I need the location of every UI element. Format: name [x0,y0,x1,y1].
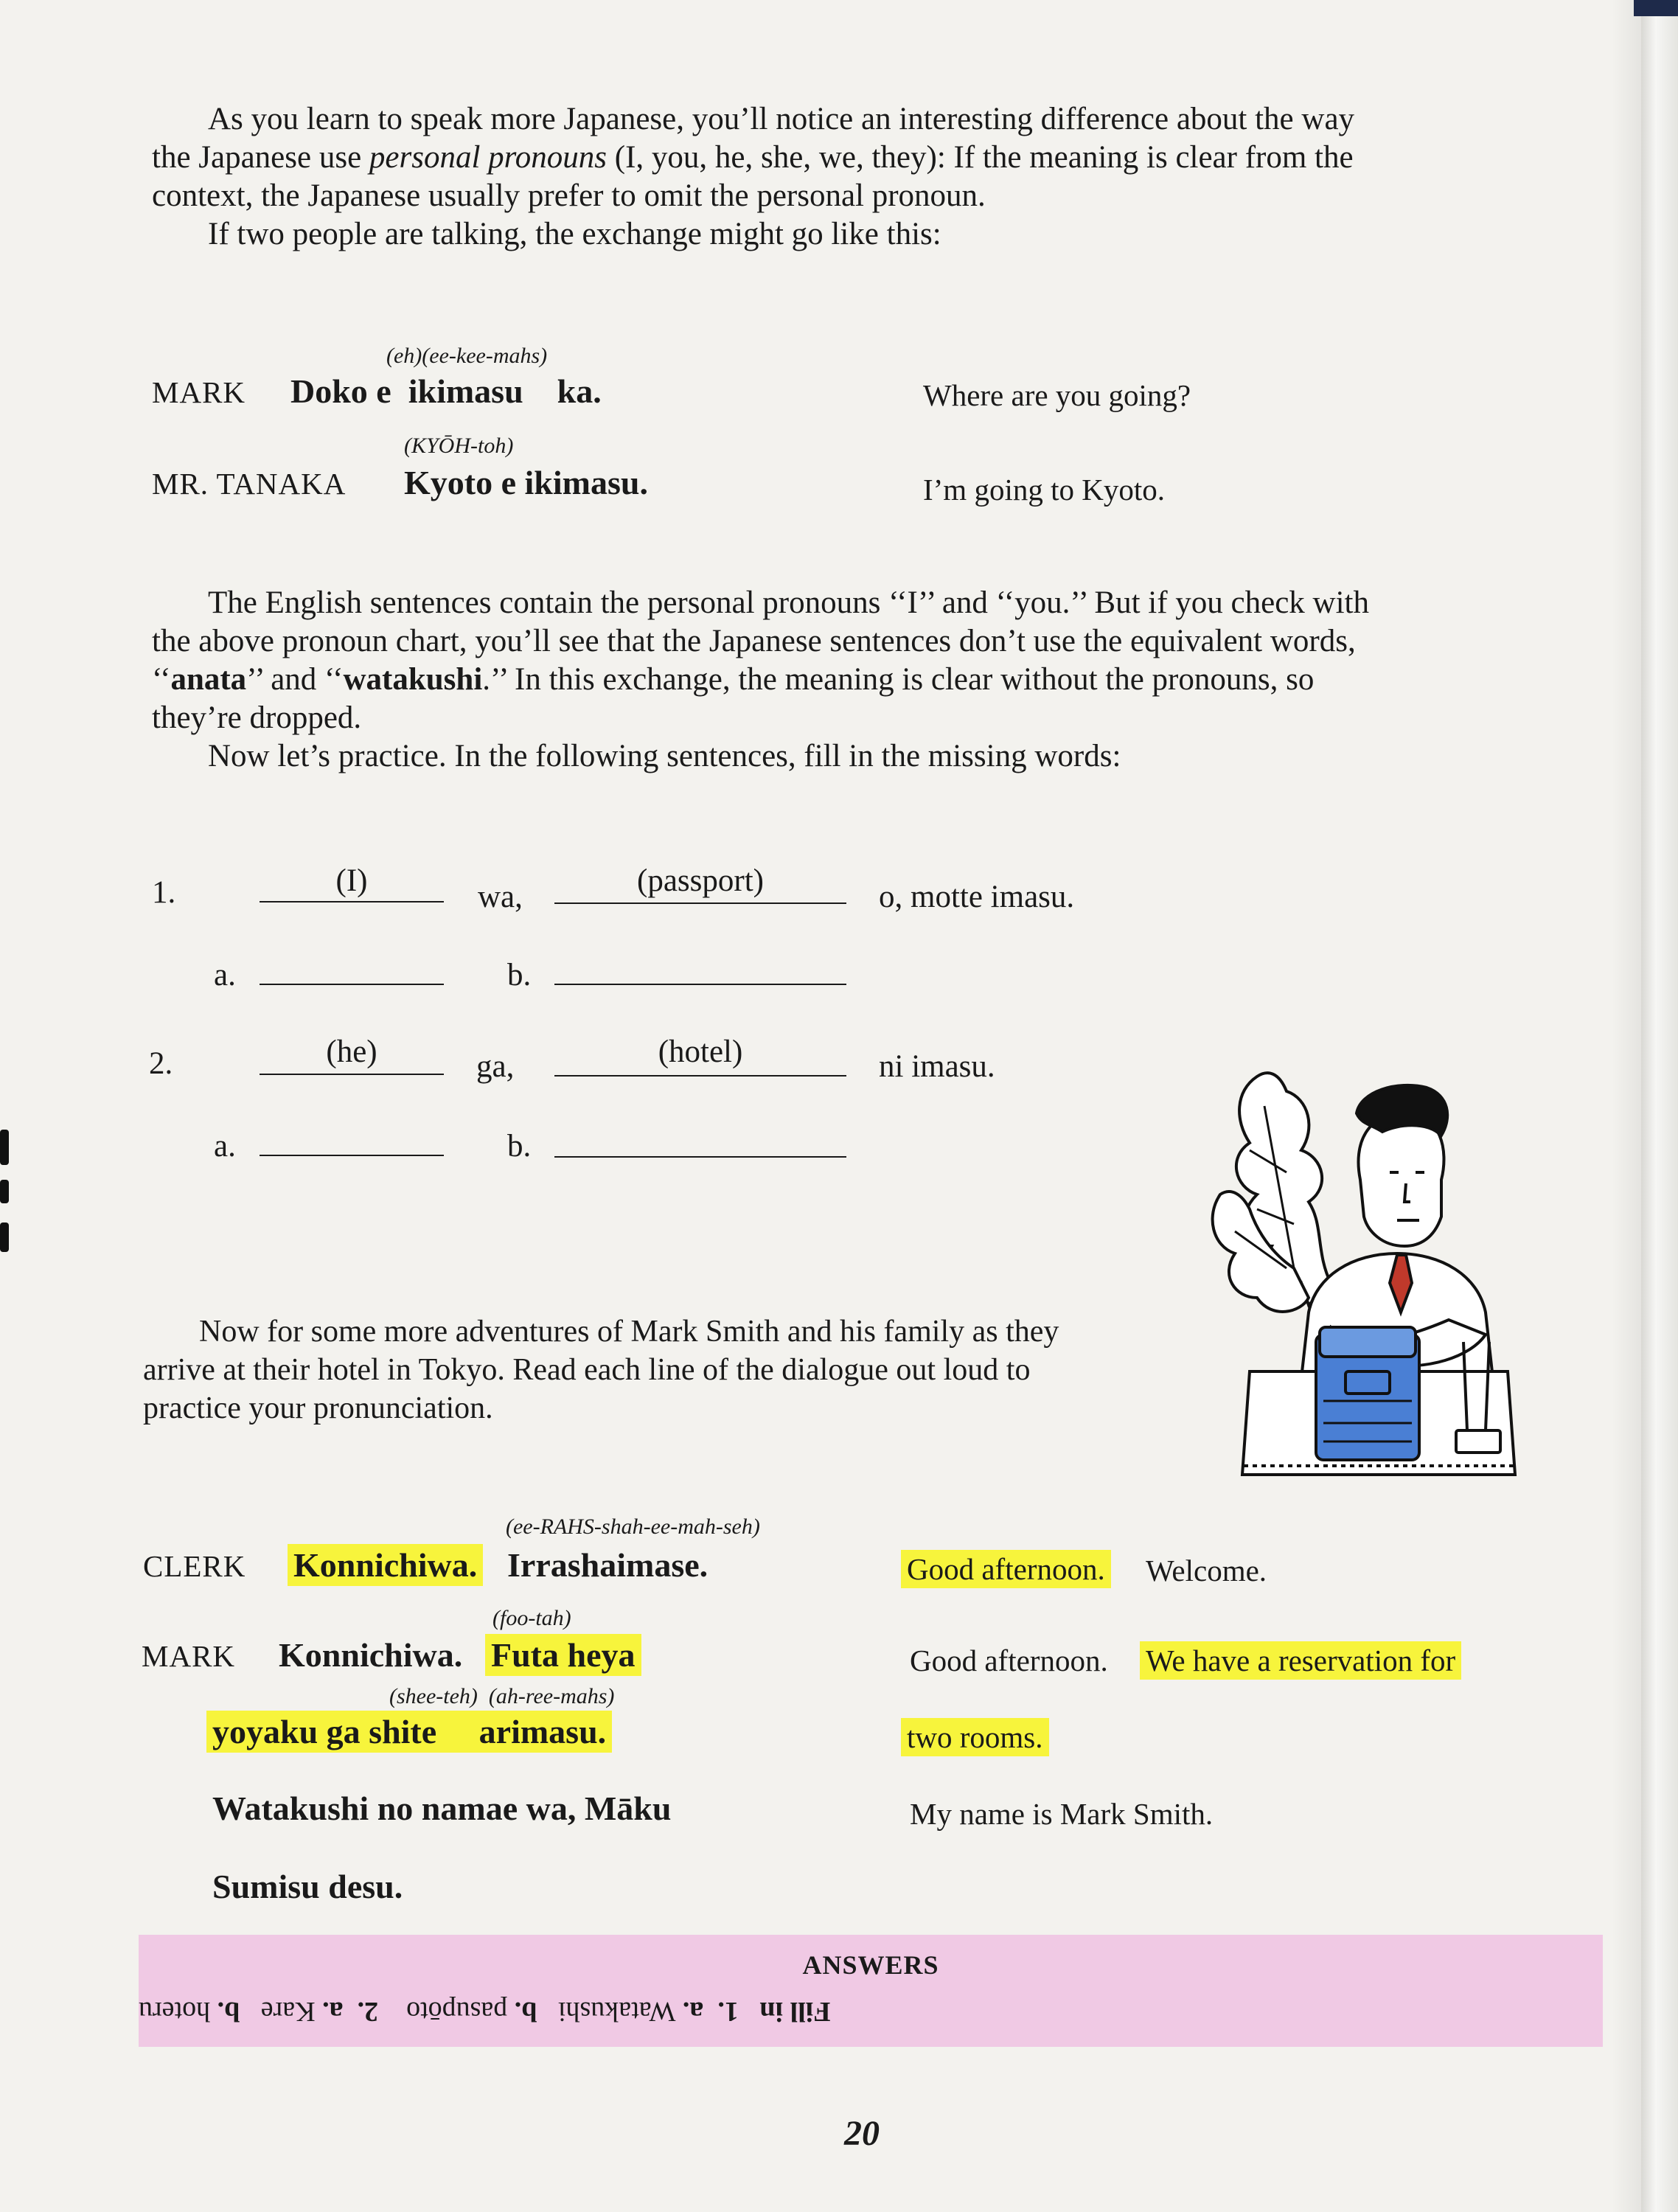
japanese-sentence: Irrashaimase. [507,1546,709,1584]
highlighted-phrase: yoyaku ga shite arimasu. [206,1711,612,1753]
exercise-particle: ga, [476,1049,515,1084]
page-number: 20 [844,2114,880,2153]
blank-hint: (passport) [637,863,764,898]
explanation-line: ‘‘anata’’ and ‘‘watakushi.’’ In this exchange, the meaning is clear without the pronouns, so [152,662,1315,697]
page-gutter-shadow [1612,0,1641,2212]
hotel-clerk-illustration [1205,1062,1552,1534]
answer-label: a. [214,1129,236,1164]
pronunciation-guide: (ee-RAHS-shah-ee-mah-seh) [506,1514,760,1539]
fill-blank[interactable] [554,902,846,904]
intro-line: context, the Japanese usually prefer to omit the personal pronoun. [152,178,986,213]
pronunciation-guide: (eh)(ee-kee-mahs) [386,344,548,368]
english-translation: My name is Mark Smith. [910,1797,1214,1831]
exercise-number: 2. [149,1046,173,1081]
english-translation: Welcome. [1146,1554,1267,1587]
highlighted-phrase: Konnichiwa. [288,1544,483,1586]
blank-hint: (hotel) [658,1034,743,1069]
highlighted-translation: We have a reservation for [1140,1641,1461,1680]
explanation-line: Now let’s practice. In the following sentences, fill in the missing words: [208,739,1121,773]
japanese-sentence: Doko e ikimasu ka. [290,372,602,410]
explanation-line: The English sentences contain the personal pronouns ‘‘I’’ and ‘‘you.’’ But if you check with [208,585,1369,620]
japanese-sentence: Watakushi no namae wa, Māku [212,1790,672,1827]
exercise-particle: wa, [478,880,523,914]
answer-label: a. [214,958,236,992]
japanese-sentence: Kyoto e ikimasu. [404,464,648,501]
intro-line: the Japanese use personal pronouns (I, you, he, she, we, they): If the meaning is clear from the [152,140,1354,175]
answers-title: ANSWERS [802,1950,939,1980]
answer-blank[interactable] [260,984,444,985]
highlighted-phrase: Futa heya [485,1634,641,1676]
adventure-line: practice your pronunciation. [143,1391,493,1425]
answers-text-upside-down: Fill in 1. a. Watakushi b. pasupōto 2. a. Kare b. hoteru [139,1996,831,2027]
blank-hint: (I) [335,863,368,898]
english-translation: Good afternoon. [910,1644,1108,1677]
fill-blank[interactable] [554,1075,846,1077]
japanese-sentence: Konnichiwa. [279,1636,463,1674]
exercise-ending: o, motte imasu. [879,880,1075,914]
exercise-ending: ni imasu. [879,1049,995,1084]
pronunciation-guide: (foo-tah) [492,1606,571,1630]
binding-mark [0,1222,9,1252]
english-translation: Where are you going? [923,378,1191,412]
intro-paragraph [152,100,1354,254]
speaker-label: MARK [152,375,246,409]
speaker-label: MR. TANAKA [152,467,347,501]
answer-blank[interactable] [554,984,846,985]
pronunciation-guide: (KYŌH-toh) [404,434,514,458]
exercise-number: 1. [152,875,176,910]
highlighted-translation: Good afternoon. [901,1550,1111,1588]
fill-blank[interactable] [260,901,444,902]
pronunciation-guide: (shee-teh) (ah-ree-mahs) [389,1684,615,1708]
intro-line: As you learn to speak more Japanese, you’ll notice an interesting difference about the way [208,102,1355,136]
explanation-paragraph [152,584,1369,776]
binding-mark [0,1180,9,1203]
answer-label: b. [507,958,532,992]
answer-blank[interactable] [260,1155,444,1156]
answer-label: b. [507,1129,532,1164]
explanation-line: the above pronoun chart, you’ll see that the Japanese sentences don’t use the equivalent words, [152,624,1356,658]
explanation-line: they’re dropped. [152,700,362,735]
english-translation: I’m going to Kyoto. [923,473,1165,507]
adventure-paragraph [143,1312,1059,1427]
blank-hint: (he) [326,1034,377,1069]
adventure-line: arrive at their hotel in Tokyo. Read each line of the dialogue out loud to [143,1353,1031,1387]
speaker-label: MARK [142,1639,236,1673]
adventure-line: Now for some more adventures of Mark Smith and his family as they [199,1315,1059,1349]
answers-box [139,1935,1603,2047]
speaker-label: CLERK [143,1549,246,1583]
fill-blank[interactable] [260,1074,444,1075]
page-edge-corner [1634,0,1678,16]
answer-blank[interactable] [554,1156,846,1158]
japanese-sentence: Sumisu desu. [212,1868,403,1905]
page-edge [1641,0,1678,2212]
binding-mark [0,1130,9,1165]
intro-line: If two people are talking, the exchange might go like this: [208,217,941,251]
highlighted-translation: two rooms. [901,1718,1049,1756]
